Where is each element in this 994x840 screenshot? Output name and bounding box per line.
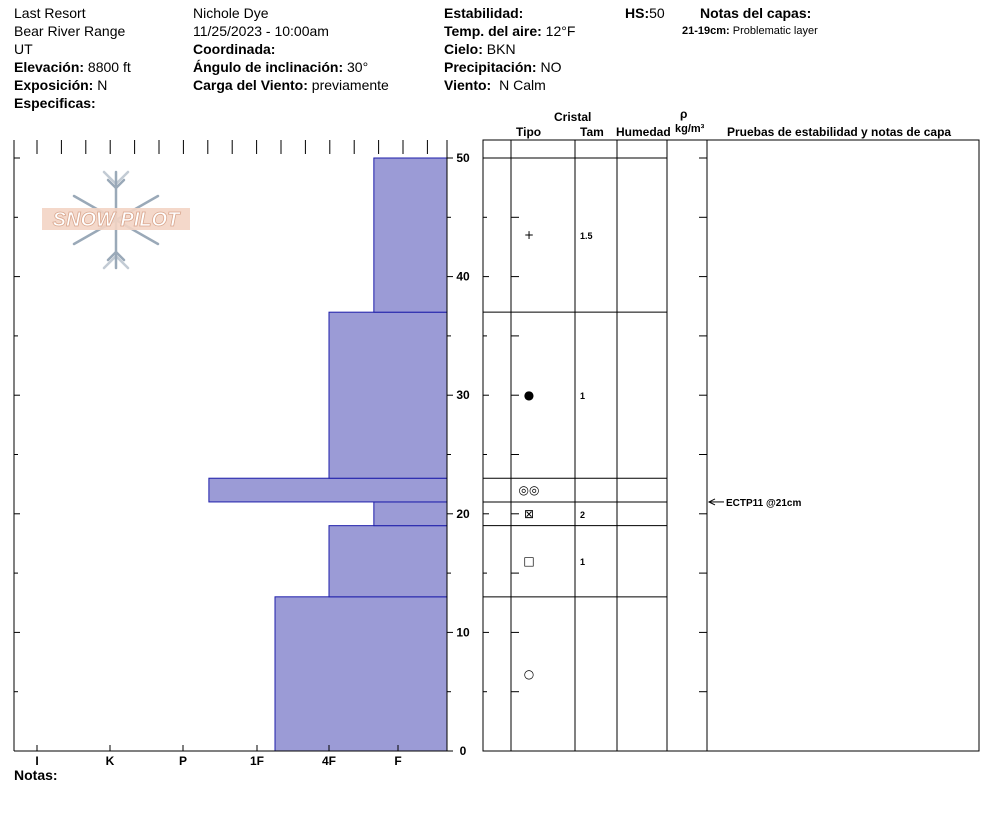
tests-header: Pruebas de estabilidad y notas de capa (727, 125, 952, 139)
hardness-bar (209, 478, 447, 502)
state-name: UT (14, 41, 33, 57)
location-name: Last Resort (14, 5, 86, 21)
slope-label: Ángulo de inclinación: (193, 59, 344, 75)
crystal-size-label: 1 (580, 391, 586, 402)
density-unit-header: kg/m³ (675, 123, 705, 135)
aspect-label: Exposición: (14, 77, 94, 93)
crystal-type-mark: □ (523, 554, 535, 569)
sky-value: BKN (486, 41, 516, 57)
coordinate-label: Coordinada: (193, 41, 276, 57)
crystal-marks (519, 228, 593, 681)
layer-note-range: 21-19cm: (682, 25, 730, 37)
wind-label: Viento: (444, 77, 492, 93)
elevation-label: Elevación: (14, 59, 85, 75)
depth-tick-label: 0 (459, 744, 467, 758)
layer-grid (483, 140, 979, 751)
crystal-header: Cristal (554, 110, 592, 124)
type-header: Tipo (516, 125, 542, 139)
crystal-size-label: 1 (580, 557, 586, 568)
hardness-tick-label: F (394, 754, 402, 768)
specifics-label: Especificas: (14, 95, 96, 111)
air-temp-value: 12°F (545, 23, 576, 39)
stability-test-label: ECTP11 @21cm (726, 497, 802, 509)
grid-outline (483, 140, 979, 751)
depth-tick-label: 30 (456, 388, 470, 403)
crystal-type-mark: + (523, 228, 535, 243)
depth-tick-label: 50 (456, 151, 470, 165)
hardness-bars (209, 158, 447, 751)
hardness-bar (329, 526, 447, 597)
wind-load-label: Carga del Viento: (193, 77, 308, 93)
crystal-type-mark: ⊠ (523, 506, 535, 521)
hs-value: 50 (649, 5, 665, 21)
depth-tick-label: 20 (456, 506, 470, 521)
notes-label: Notas: (14, 767, 58, 783)
hardness-bar (329, 312, 447, 478)
moisture-header: Humedad (616, 125, 671, 139)
crystal-type-mark: ○ (523, 666, 535, 681)
sky-label: Cielo: (444, 41, 483, 57)
crystal-size-label: 1.5 (580, 231, 593, 242)
wind-value: N Calm (499, 77, 546, 93)
crystal-type-mark: ◎◎ (518, 483, 540, 498)
elevation-value: 8800 ft (87, 59, 131, 75)
depth-tick-label: 40 (456, 269, 470, 284)
depth-tick-label: 10 (456, 625, 470, 640)
hardness-tick-label: 4F (321, 754, 337, 768)
observer-name: Nichole Dye (193, 5, 269, 21)
hardness-bar (374, 158, 447, 312)
slope-value: 30° (347, 59, 369, 75)
hardness-tick-label: P (178, 754, 188, 768)
stability-label: Estabilidad: (444, 5, 524, 21)
crystal-size-label: 2 (580, 509, 586, 520)
size-header: Tam (580, 125, 604, 139)
hardness-bar (374, 502, 447, 526)
observation-datetime: 11/25/2023 - 10:00am (193, 23, 329, 39)
hardness-tick-label: 1F (249, 754, 265, 768)
layer-notes-label: Notas del capas: (700, 5, 812, 21)
aspect-value: N (97, 77, 108, 93)
precip-value: NO (540, 59, 562, 75)
crystal-type-mark: ● (523, 388, 535, 403)
layer-note-text: Problematic layer (732, 25, 818, 37)
hardness-tick-label: I (35, 754, 39, 768)
hardness-tick-label: K (105, 754, 115, 768)
logo-text: SNOW PILOT (52, 209, 180, 231)
air-temp-label: Temp. del aire: (444, 23, 542, 39)
stability-test-marks (709, 498, 801, 509)
hardness-bar (275, 597, 447, 751)
hs-label: HS: (625, 5, 650, 21)
wind-load-value: previamente (311, 77, 389, 93)
precip-label: Precipitación: (444, 59, 537, 75)
rho-header: ρ (680, 107, 688, 121)
range-name: Bear River Range (14, 23, 126, 39)
